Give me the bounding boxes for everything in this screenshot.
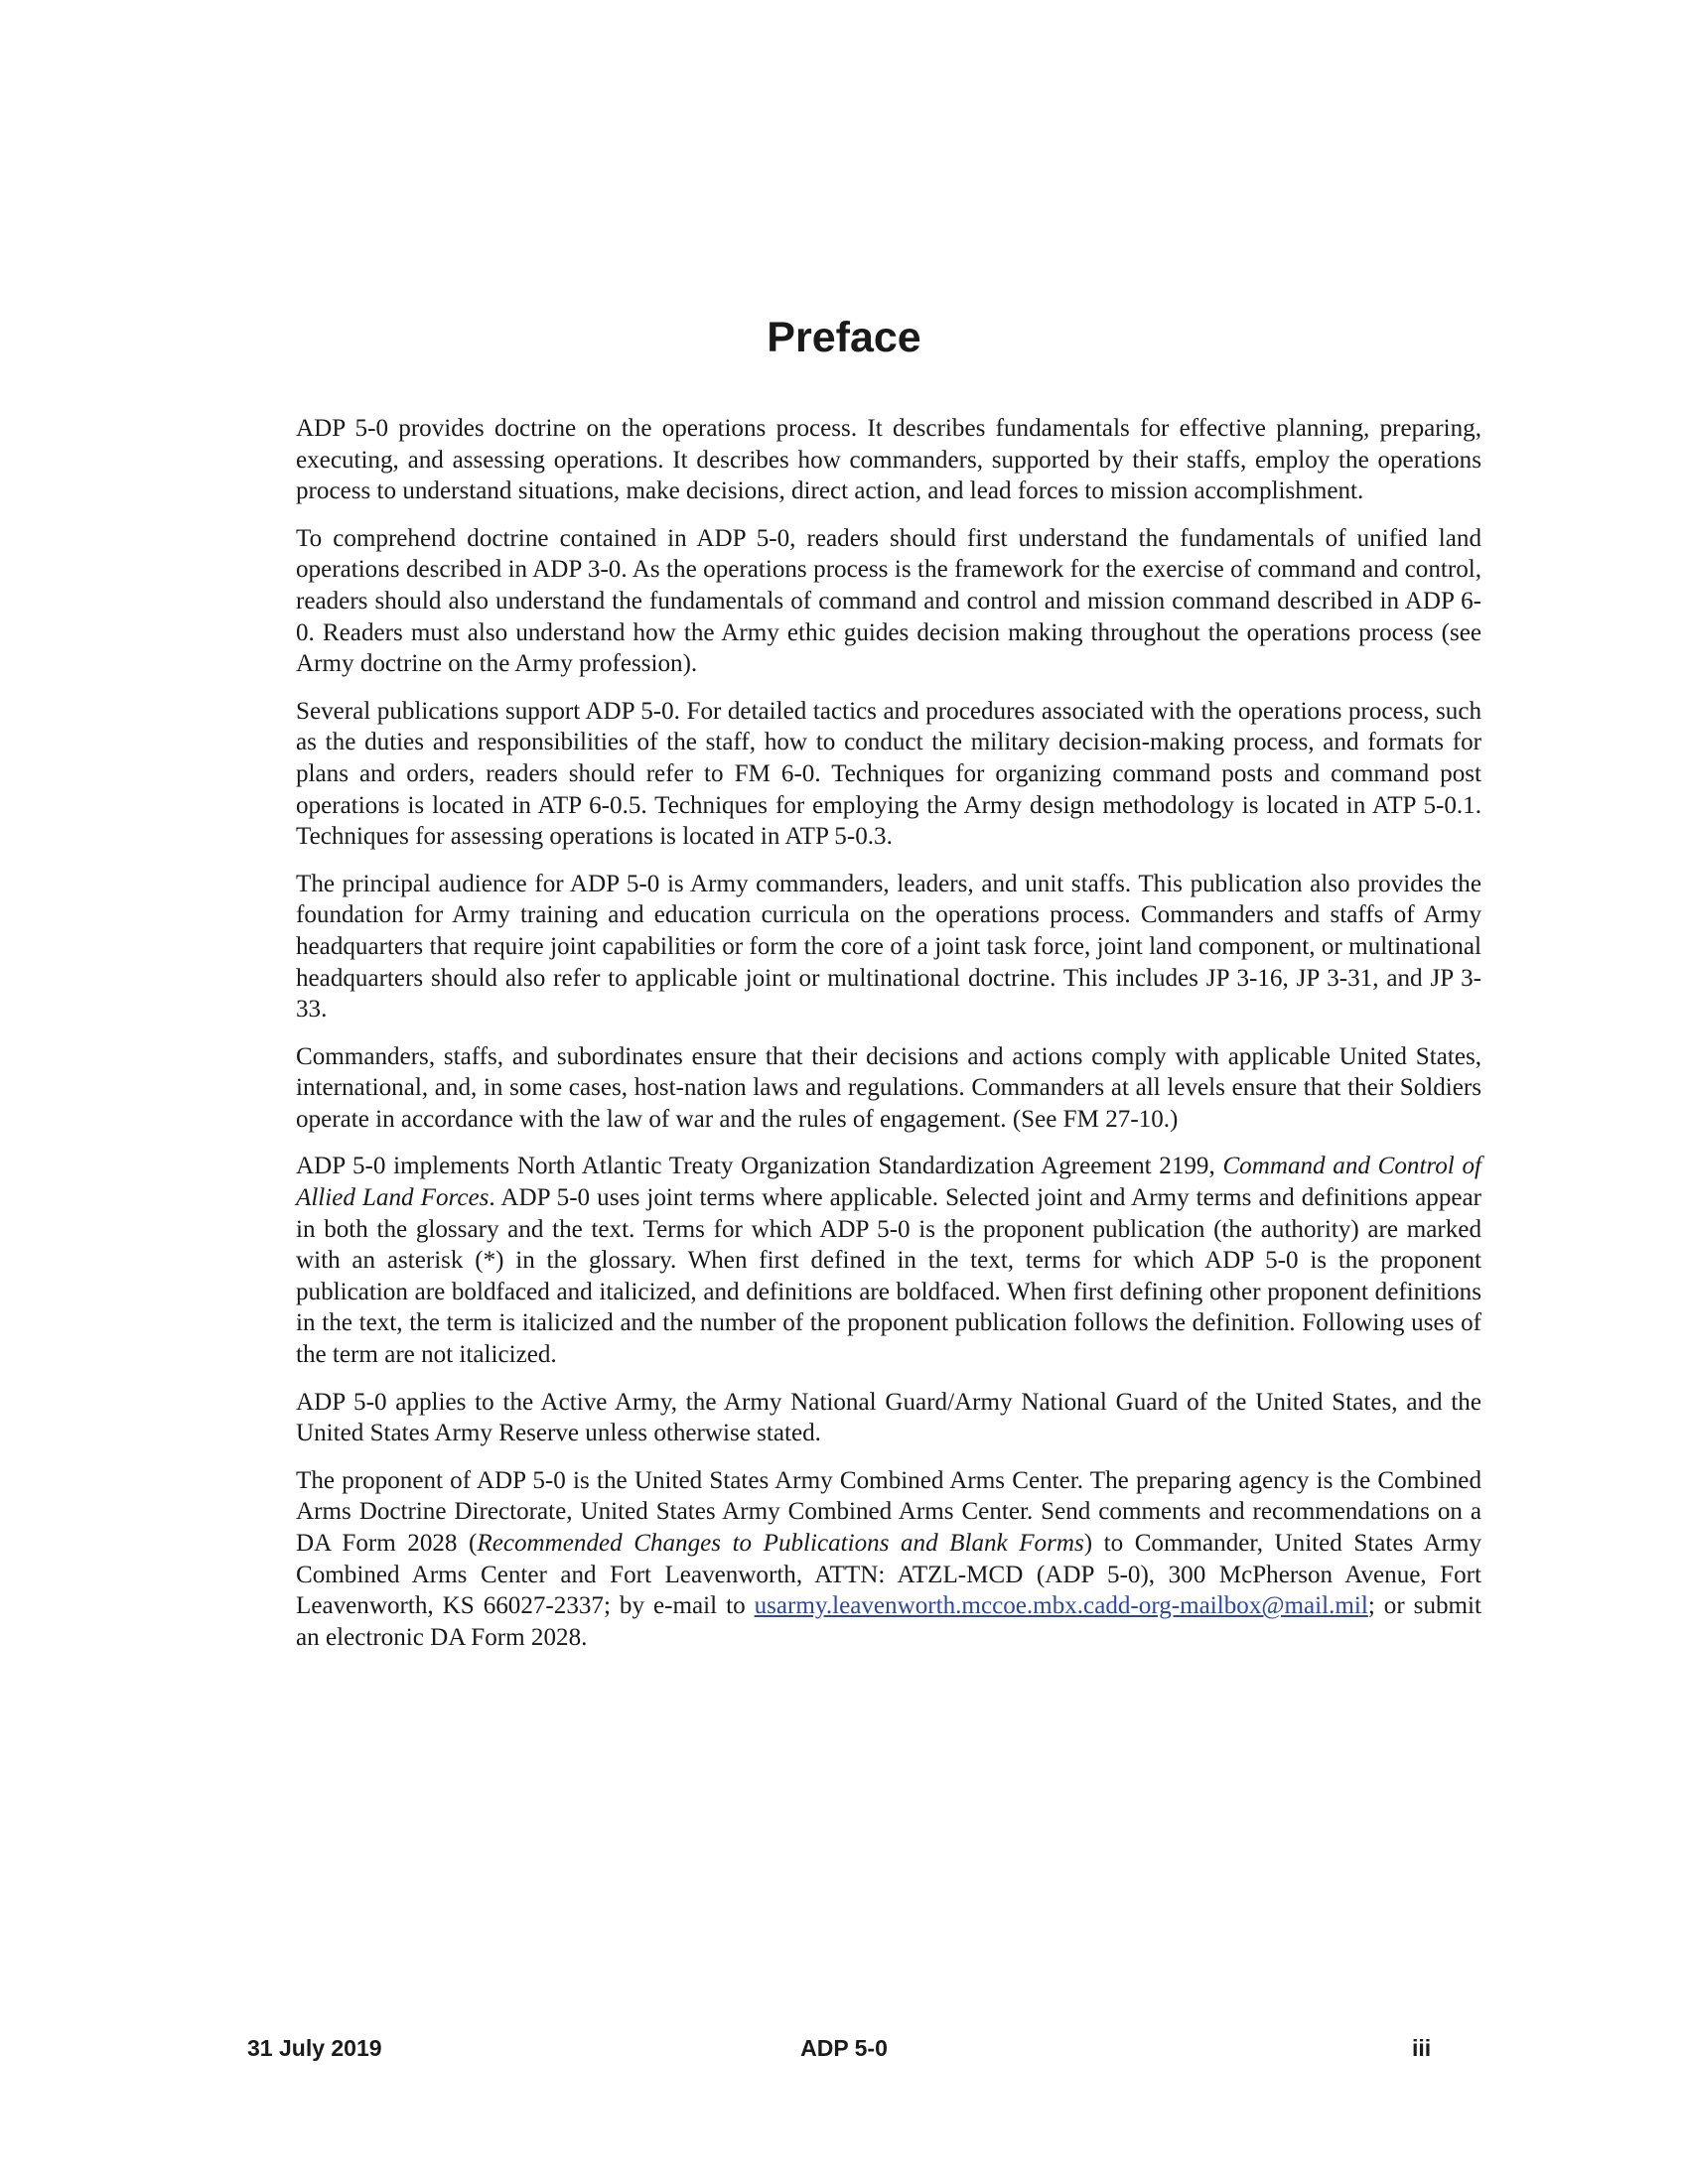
terminology-text-end: . ADP 5-0 uses joint terms where applicable. Selected joint and Army terms and definitions appear in both the glossary and the text. Terms for which ADP 5-0 is the proponent publication (the authority) are marked with an asterisk (*) in the glossary. When first defined in the text, terms for which ADP 5-0 is the proponent publication are boldfaced and italicized, and definitions are boldfaced. When first defining other proponent definitions in the text, the term is italicized and the number of the proponent publication follows the definition. Following uses of the term are not italicized.	[296, 1184, 1481, 1369]
terminology-text-start: ADP 5-0 implements North Atlantic Treaty Organization Standardization Agreement 2199,	[296, 1153, 1223, 1180]
footer-page-number: iii	[1412, 2035, 1432, 2061]
paragraph-supporting-publications: Several publications support ADP 5-0. For detailed tactics and procedures associated with the operations process, such as the duties and responsibilities of the staff, how to conduct the military decision-making process, and formats for plans and orders, readers should refer to FM 6-0. Techniques for organizing command posts and command post operations is located in ATP 6-0.5. Techniques for employing the Army design methodology is located in ATP 5-0.1. Techniques for assessing operations is located in ATP 5-0.3.	[296, 697, 1481, 851]
proponent-text-end: ; or submit an electronic DA Form 2028.	[296, 1592, 1481, 1651]
footer-date: 31 July 2019	[247, 2035, 382, 2061]
preface-body	[296, 413, 1481, 1669]
paragraph-legal-compliance: Commanders, staffs, and subordinates ensure that their decisions and actions comply with applicable United States, international, and, in some cases, host-nation laws and regulations. Commanders at all levels ensure that their Soldiers operate in accordance with the law of war and the rules of engagement. (See FM 27-10.)	[296, 1042, 1481, 1133]
da-form-title: Recommended Changes to Publications and Blank Forms	[477, 1530, 1084, 1557]
proponent-text-middle: ) to Commander, United States Army Combined Arms Center and Fort Leavenworth, ATTN: ATZL-MCD (ADP 5-0), 300 McPherson Avenue, Fort Leavenworth, KS 66027-2337; by e-mail to	[296, 1530, 1481, 1620]
paragraph-scope: ADP 5-0 provides doctrine on the operations process. It describes fundamentals for effective planning, preparing, executing, and assessing operations. It describes how commanders, supported by their staffs, employ the operations process to understand situations, make decisions, direct action, and lead forces to mission accomplishment.	[296, 415, 1481, 505]
page-title: Preface	[767, 314, 921, 361]
paragraph-applicability: ADP 5-0 applies to the Active Army, the Army National Guard/Army National Guard of the United States, and the United States Army Reserve unless otherwise stated.	[296, 1388, 1481, 1447]
email-link[interactable]: usarmy.leavenworth.mccoe.mbx.cadd-org-mailbox@mail.mil	[754, 1592, 1368, 1620]
footer-publication: ADP 5-0	[800, 2035, 888, 2061]
proponent-text-start: The proponent of ADP 5-0 is the United States Army Combined Arms Center. The preparing agency is the Combined Arms Doctrine Directorate, United States Army Combined Arms Center. Send comments and recommendations on a DA Form 2028 (	[296, 1466, 1481, 1557]
stanag-title: Command and Control of Allied Land Forces	[296, 1153, 1481, 1212]
paragraph-proponent	[296, 1465, 1481, 1654]
paragraph-audience: The principal audience for ADP 5-0 is Army commanders, leaders, and unit staffs. This publication also provides the foundation for Army training and education curricula on the operations process. Commanders and staffs of Army headquarters that require joint capabilities or form the core of a joint task force, joint land component, or multinational headquarters should also refer to applicable joint or multinational doctrine. This includes JP 3-16, JP 3-31, and JP 3-33.	[296, 870, 1481, 1024]
paragraph-terminology	[296, 1151, 1481, 1370]
paragraph-prerequisites: To comprehend doctrine contained in ADP 5-0, readers should first understand the fundamentals of unified land operations described in ADP 3-0. As the operations process is the framework for the exercise of command and control, readers should also understand the fundamentals of command and control and mission command described in ADP 6-0. Readers must also understand how the Army ethic guides decision making throughout the operations process (see Army doctrine on the Army profession).	[296, 524, 1481, 678]
